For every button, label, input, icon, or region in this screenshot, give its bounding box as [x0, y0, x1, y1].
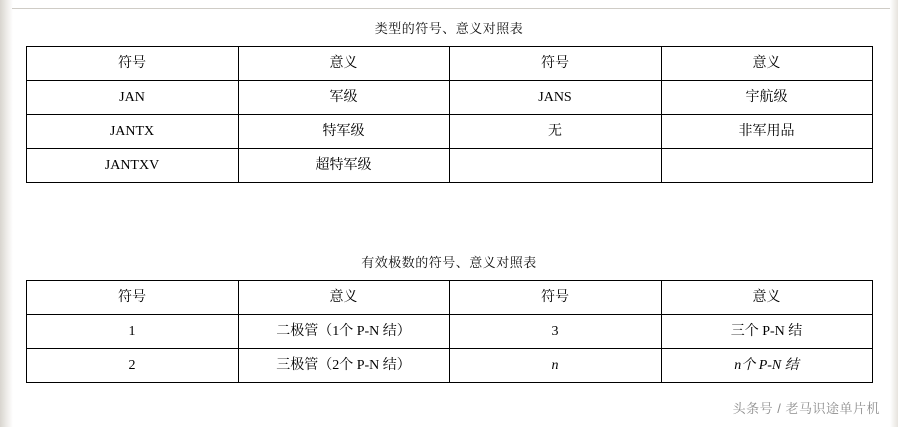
table-row — [26, 149, 872, 183]
poles-table-body — [26, 315, 872, 383]
cell-meaning: 超特军级 — [238, 149, 449, 183]
cell-empty — [661, 149, 872, 183]
types-table-header — [26, 47, 872, 81]
table-row — [26, 115, 872, 149]
col-header-meaning-2: 意义 — [661, 47, 872, 81]
cell-empty — [449, 149, 661, 183]
poles-table-header — [26, 281, 872, 315]
cell-meaning: 非军用品 — [661, 115, 872, 149]
col-header-meaning-1: 意义 — [238, 47, 449, 81]
cell-meaning: 特军级 — [238, 115, 449, 149]
table-row — [26, 349, 872, 383]
section-title-poles: 有效极数的符号、意义对照表 — [361, 255, 537, 270]
cell-symbol: JANS — [449, 81, 661, 115]
cell-symbol: 3 — [449, 315, 661, 349]
cell-meaning: 宇航级 — [661, 81, 872, 115]
watermark-text: 头条号 / 老马识途单片机 — [732, 401, 880, 416]
cell-symbol: n — [449, 349, 661, 383]
types-table-body — [26, 81, 872, 183]
table-row — [26, 81, 872, 115]
col-header-meaning-2: 意义 — [661, 281, 872, 315]
cell-symbol: JANTXV — [26, 149, 238, 183]
section-title-types: 类型的符号、意义对照表 — [374, 21, 524, 36]
poles-comparison-table — [26, 280, 873, 383]
types-comparison-table — [26, 46, 873, 183]
cell-meaning: 三个 P-N 结 — [661, 315, 872, 349]
col-header-meaning-1: 意义 — [238, 281, 449, 315]
table-row — [26, 315, 872, 349]
col-header-symbol-2: 符号 — [449, 281, 661, 315]
table-row — [26, 47, 872, 81]
cell-meaning: 二极管（1个 P-N 结） — [238, 315, 449, 349]
cell-symbol: 无 — [449, 115, 661, 149]
table-section-poles — [0, 252, 898, 383]
cell-meaning: n个 P-N 结 — [661, 349, 872, 383]
col-header-symbol-1: 符号 — [26, 47, 238, 81]
table-section-types — [0, 18, 898, 183]
page-top-rule — [12, 8, 898, 9]
cell-meaning: 三极管（2个 P-N 结） — [238, 349, 449, 383]
cell-meaning: 军级 — [238, 81, 449, 115]
col-header-symbol-2: 符号 — [449, 47, 661, 81]
cell-symbol: 1 — [26, 315, 238, 349]
cell-symbol: JAN — [26, 81, 238, 115]
table-row — [26, 281, 872, 315]
col-header-symbol-1: 符号 — [26, 281, 238, 315]
cell-symbol: JANTX — [26, 115, 238, 149]
cell-symbol: 2 — [26, 349, 238, 383]
